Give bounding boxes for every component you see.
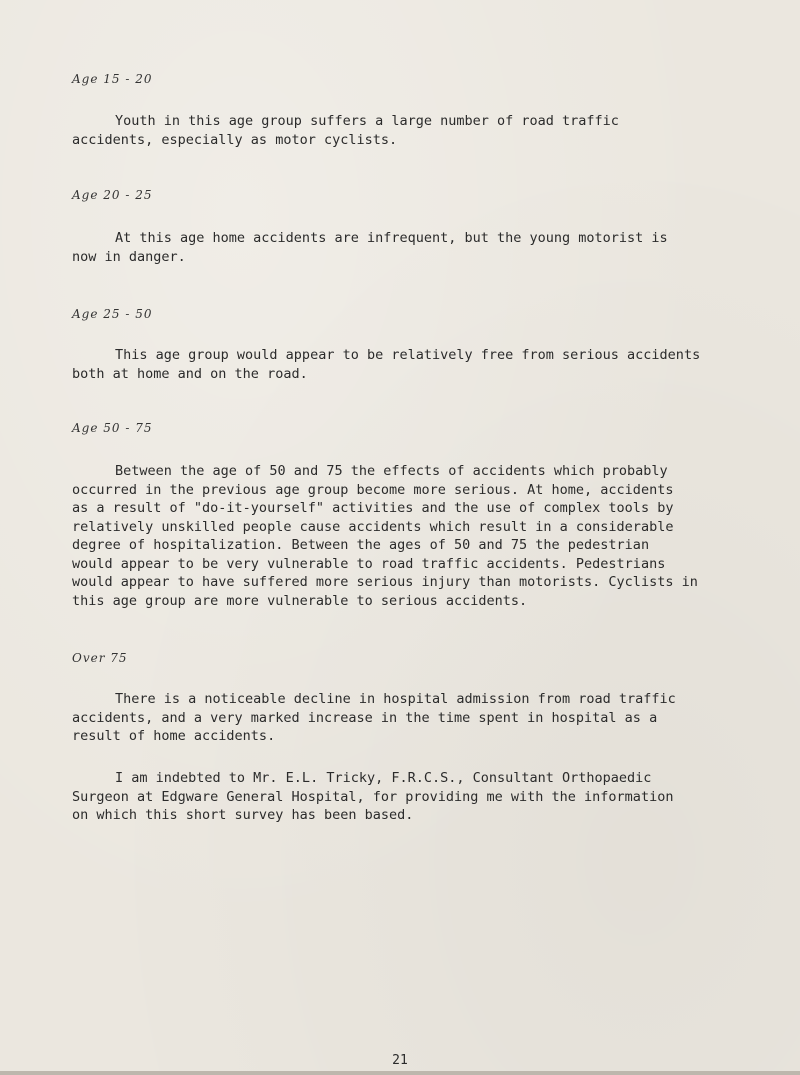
acknowledgement-paragraph xyxy=(72,769,722,825)
paragraph-line: I am indebted to Mr. E.L. Tricky, F.R.C.S., Consultant Orthopaedic xyxy=(115,770,652,786)
section-paragraph-over-75 xyxy=(72,690,722,746)
section-heading-age-50-75: Age 50 - 75 xyxy=(72,421,153,435)
paragraph-line: Youth in this age group suffers a large number of road traffic xyxy=(115,113,619,129)
page-number: 21 xyxy=(392,1053,408,1068)
paragraph-line: both at home and on the road. xyxy=(72,365,308,382)
paragraph-line: this age group are more vulnerable to serious accidents. xyxy=(72,592,528,609)
section-paragraph-age-20-25 xyxy=(72,229,722,266)
paragraph-line: accidents, and a very marked increase in the time spent in hospital as a xyxy=(72,709,658,726)
paragraph-line: Surgeon at Edgware General Hospital, for providing me with the information xyxy=(72,788,674,805)
paragraph-line: on which this short survey has been based. xyxy=(72,807,414,823)
section-paragraph-age-15-20 xyxy=(72,112,722,149)
paragraph-line: This age group would appear to be relatively free from serious accidents xyxy=(115,347,701,363)
paragraph-line: as a result of "do-it-yourself" activities and the use of complex tools by xyxy=(72,500,674,516)
paragraph-line: There is a noticeable decline in hospital admission from road traffic xyxy=(115,691,676,707)
section-paragraph-age-50-75 xyxy=(72,462,722,610)
section-paragraph-age-25-50 xyxy=(72,346,722,383)
paragraph-line: Between the age of 50 and 75 the effects of accidents which probably xyxy=(115,463,668,479)
section-heading-over-75: Over 75 xyxy=(72,651,128,665)
section-heading-age-15-20: Age 15 - 20 xyxy=(72,72,153,86)
page-bottom-edge xyxy=(0,1071,800,1075)
paragraph-line: At this age home accidents are infrequent, but the young motorist is xyxy=(115,230,668,246)
paragraph-line: would appear to be very vulnerable to road traffic accidents. Pedestrians xyxy=(72,555,666,572)
paragraph-line: would appear to have suffered more serious injury than motorists. Cyclists in xyxy=(72,574,698,590)
paragraph-line: relatively unskilled people cause accidents which result in a considerable xyxy=(72,518,674,535)
paragraph-line: result of home accidents. xyxy=(72,728,276,744)
paragraph-line: occurred in the previous age group become more serious. At home, accidents xyxy=(72,481,674,498)
section-heading-age-20-25: Age 20 - 25 xyxy=(72,188,153,202)
paragraph-line: degree of hospitalization. Between the ages of 50 and 75 the pedestrian xyxy=(72,537,650,553)
section-heading-age-25-50: Age 25 - 50 xyxy=(72,307,153,321)
paragraph-line: now in danger. xyxy=(72,248,186,265)
paragraph-line: accidents, especially as motor cyclists. xyxy=(72,131,398,148)
